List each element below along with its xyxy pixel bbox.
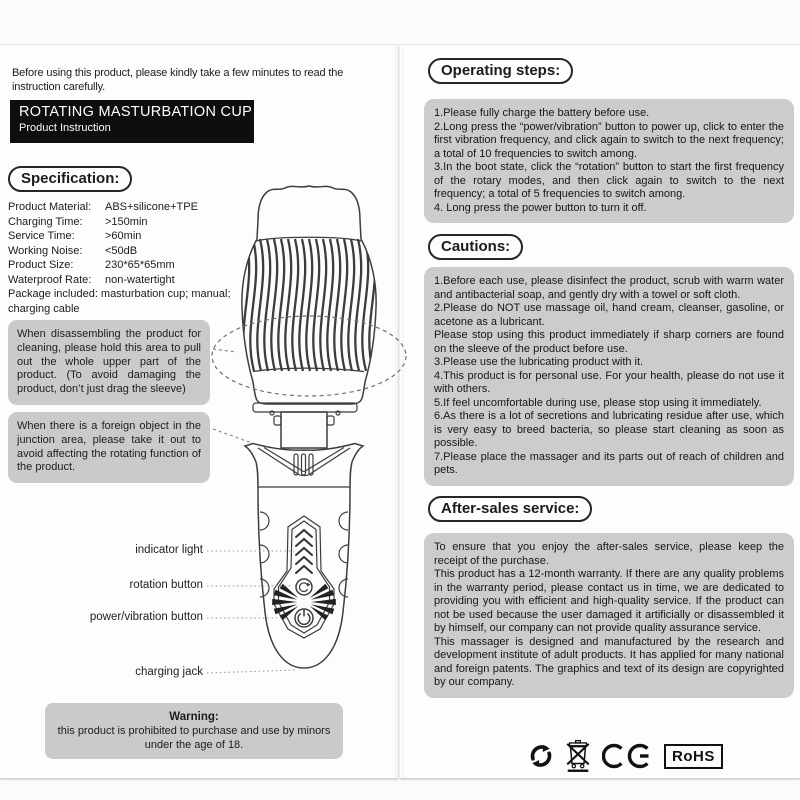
certification-marks <box>528 739 723 773</box>
ce-icon <box>602 743 654 769</box>
after-sales-box <box>424 533 794 698</box>
caution-item: 7.Please place the massager and its parts out of reach of children and pets. <box>434 450 784 476</box>
caution-item: 6.As there is a lot of secretions and lubricating residue after use, which is very easy to breed bacteria, so please start cleaning as soon as possible. <box>434 410 784 449</box>
note1-leader-line <box>213 349 237 352</box>
label-indicator-light: indicator light <box>135 544 203 556</box>
caution-item: 5.If feel uncomfortable during use, please stop using it immediately. <box>434 396 762 409</box>
control-panel <box>272 516 336 638</box>
cup-illustration <box>242 186 376 415</box>
indicator-light-icon <box>296 530 312 573</box>
intro-text: Before using this product, please kindly take a few minutes to read the instruction carefully. <box>12 67 344 93</box>
operating-step: 2.Long press the “power/vibration” button to power up, click to enter the first vibration frequency, and click again to switch to the next frequency; a total of 10 frequencies to switch among. <box>434 120 784 160</box>
cup-swirl-texture <box>243 239 375 371</box>
specification-header: Specification: <box>8 166 132 192</box>
note-foreign-object: When there is a foreign object in the junction area, please take it out to avoid affecting the rotating function of the product. <box>8 412 210 483</box>
handle-illustration <box>207 444 363 674</box>
warning-text: this product is prohibited to purchase and use by minors under the age of 18. <box>57 725 331 751</box>
operating-steps-box <box>424 99 794 223</box>
operating-steps-header: Operating steps: <box>428 58 573 84</box>
green-dot-recycle-icon <box>528 743 554 769</box>
after-sales-paragraph: This massager is designed and manufactured by the research and development institute of adult products. It has applied for many national and foreign patents. The graphics and text of its design are copyrighted by our company. <box>434 635 784 688</box>
cautions-box <box>424 267 794 486</box>
warning-box <box>45 703 343 759</box>
label-rotation-button: rotation button <box>129 579 203 591</box>
caution-item: 3.Please use the lubricating product with it. <box>434 356 644 368</box>
note2-leader-line <box>213 429 252 443</box>
label-charging-jack: charging jack <box>135 666 203 678</box>
product-title-box <box>10 100 254 143</box>
junction-connector <box>274 412 334 448</box>
after-sales-paragraph: This product has a 12-month warranty. If there are any quality problems in the warranty period, please contact us in time, we are dedicated to providing you with efficient and high-quality service. If the product can not be used because the user damaged it artificially or disassembled it by himself, our company can not provide quality assurance service. <box>434 568 784 634</box>
caution-item: Please stop using this product immediately if sharp corners are found on the sleeve of the product before use. <box>434 329 784 355</box>
caution-item: 2.Please do NOT use massage oil, hand cream, cleanser, gasoline, or acetone as a lubricant. <box>434 302 784 328</box>
charging-jack-leader <box>207 670 296 673</box>
spec-row: Product Material: ABS+silicone+TPE <box>8 201 198 213</box>
spec-row: Working Noise: <50dB <box>8 244 138 257</box>
rohs-badge: RoHS <box>664 744 723 769</box>
power-button-icon <box>295 609 313 627</box>
spec-row: Waterproof Rate: non-watertight <box>8 273 175 286</box>
after-sales-header: After-sales service: <box>428 496 592 522</box>
weee-bin-icon <box>564 739 592 773</box>
operating-step: 3.In the boot state, click the “rotation” button to start the first frequency of the rotary modes, and then click again to switch to the next frequency; a total of 5 frequencies to switch among. <box>434 161 784 200</box>
rotation-zone-ellipse <box>212 316 406 396</box>
cautions-header: Cautions: <box>428 234 523 260</box>
note-disassembly: When disassembling the product for cleaning, please hold this area to pull out the whole upper part of the product. (To avoid damaging the product, don’t just drag the sleeve) <box>8 320 210 405</box>
spec-row: Service Time: >60min <box>8 230 142 242</box>
product-title: ROTATING MASTURBATION CUP <box>19 104 253 120</box>
label-power-vibration-button: power/vibration button <box>89 611 203 623</box>
product-subtitle: Product Instruction <box>19 122 111 134</box>
operating-step: 4. Long press the power button to turn it off. <box>434 201 647 214</box>
rotation-button-icon <box>296 579 312 595</box>
spec-row: Charging Time: >150min <box>8 215 148 228</box>
warning-title: Warning: <box>169 711 219 723</box>
caution-item: 4.This product is for personal use. For your health, please do not use it with others. <box>434 369 784 395</box>
after-sales-paragraph: To ensure that you enjoy the after-sales service, please keep the receipt of the purchase. <box>434 541 784 567</box>
spec-row: Product Size: 230*65*65mm <box>8 259 175 271</box>
caution-item: 1.Before each use, please disinfect the product, scrub with warm water and antibacterial soap, and gently dry with a towel or soft cloth. <box>434 275 784 301</box>
device-illustration <box>195 175 425 700</box>
operating-step: 1.Please fully charge the battery before use. <box>434 107 650 119</box>
spec-row: Package included: masturbation cup; manual; charging cable <box>8 288 231 315</box>
